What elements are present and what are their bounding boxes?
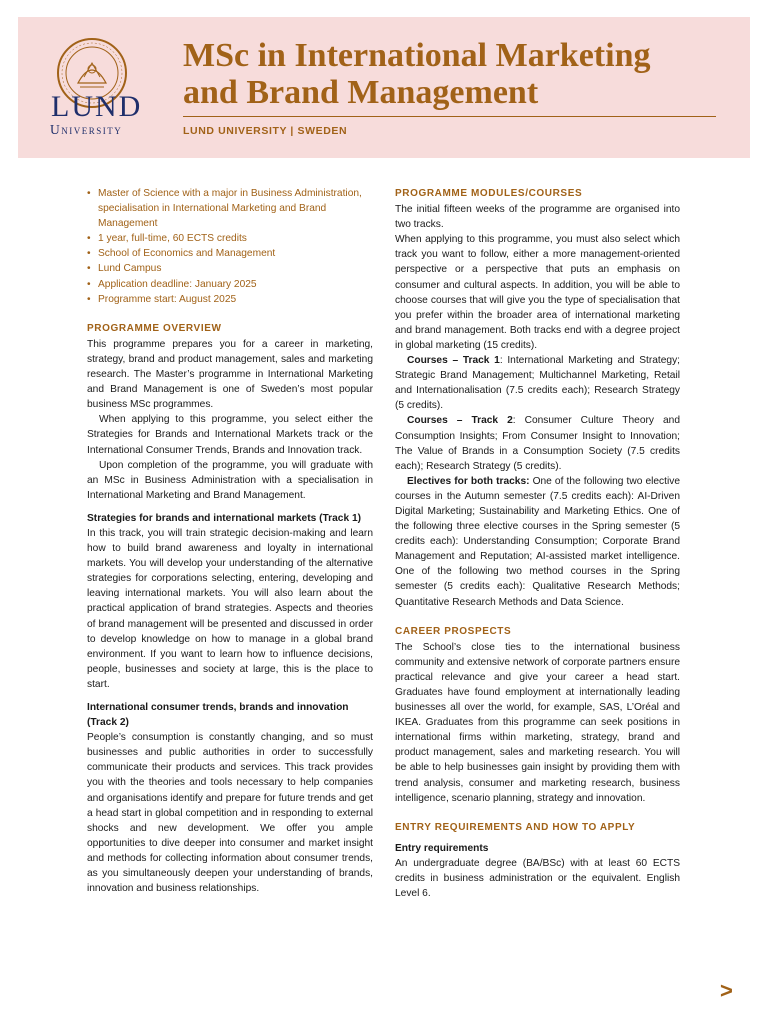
career-heading: CAREER PROSPECTS [395, 625, 512, 637]
track2-text: People’s consumption is constantly changing, and so must businesses and public authorities in order to successfully communicate their products and services. This track provides you with the theories and tools necessary to help companies and organisations identify and prepare for future trends and get a head start in global competition and in responding to external shocks and new development. We offer you ample opportunities to dive deeper into consumer and market insight and methods for collecting information about consumer trends, as you simultaneously deepen your understanding of brands, innovation and business relationships. [87, 732, 373, 895]
page-title [183, 37, 723, 111]
electives-text: One of the following two elective courses in the Autumn semester (7.5 credits each): AI-Driven Digital Marketing; Sustainability and Marketing Ethics. One of the following three elective courses in the Spring semester (5 credits each): Understanding Consumption; Corporate Brand Management and Reputation; AI-assisted market intelligence. One of the following two method courses in the Spring semester (5 credits each): Qualitative Research Methods; Quantitative Research Methods and Data Science. [395, 475, 680, 608]
overview-heading: PROGRAMME OVERVIEW [87, 322, 222, 334]
track2-courses-text: : Consumer Culture Theory and Consumption Insights; From Consumer Insight to Innovation; The Value of Brands in a Consumption Society (7.5 credits each); Research Strategy (5 credits). [395, 415, 680, 472]
logo-wordmark: LUND [51, 90, 143, 123]
track2-courses [395, 413, 680, 473]
title-line-2: and Brand Management [183, 74, 539, 111]
entry-text: An undergraduate degree (BA/BSc) with at least 60 ECTS credits in business administration or the equivalent. English Level 6. [395, 857, 680, 900]
fact-item: • Lund Campus [87, 261, 373, 276]
track1-text: In this track, you will train strategic decision-making and learn how to build brand awareness and loyalty in international markets. You will develop your understanding of the alternative strategies for corporations selecting, entering, developing and leaving international markets. You will also learn about the practical application of brand strategies. Aspects and theories of brand management will be presented and discussed in order to develop knowledge on how to manage in a global brand environment. If you want to learn how to influence decisions, people, businesses and society at large, this is the place to start. [87, 527, 373, 690]
header-band [18, 17, 750, 158]
fact-item: • Master of Science with a major in Business Administration, specialisation in International Marketing and Brand Management [87, 186, 373, 231]
track2-courses-label: Courses – Track 2 [407, 415, 513, 427]
fact-item: • 1 year, full-time, 60 ECTS credits [87, 231, 373, 246]
entry-subheading: Entry requirements [395, 842, 489, 854]
modules-paragraph-2: When applying to this programme, you must also select which track you want to follow, either a more management-oriented perspective or a perspective that puts an emphasis on consumer and cultural aspects. In addition, you will be able to choose courses that will give you the type of specialisation that you prefer within the broader area of international marketing and brand management. Both tracks end with a degree project in global marketing (15 credits). [395, 234, 680, 351]
track1-courses-text: : International Marketing and Strategy; Strategic Brand Management; Multichannel Marketing, Retail and Internationalisation (7.5 credits each); Research Strategy (5 credits). [395, 355, 680, 412]
overview-paragraph-1: This programme prepares you for a career in marketing, strategy, brand and product management, sales and marketing research. The Master’s programme in International Marketing and Brand Management is one of Sweden’s most popular business MSc programmes. [87, 338, 373, 411]
modules-paragraph-1: The initial fifteen weeks of the programme are organised into two tracks. [395, 204, 680, 231]
track1-courses [395, 353, 680, 413]
fact-item: • Programme start: August 2025 [87, 292, 373, 307]
modules-heading: PROGRAMME MODULES/COURSES [395, 188, 583, 199]
fact-item: • Application deadline: January 2025 [87, 277, 373, 292]
left-column [87, 186, 373, 896]
electives [395, 474, 680, 610]
track1-courses-label: Courses – Track 1 [407, 355, 500, 367]
overview-paragraph-3: Upon completion of the programme, you will graduate with an MSc in Business Administration with a specialisation in International Marketing and Brand Management. [87, 459, 373, 501]
logo-subtext: University [50, 122, 123, 137]
entry-heading: ENTRY REQUIREMENTS AND HOW TO APPLY [395, 821, 636, 833]
overview-paragraph-2: When applying to this programme, you select either the Strategies for Brands and International Markets track or the International Consumer Trends, Brands and Innovation track. [87, 414, 373, 456]
track1-heading: Strategies for brands and international markets (Track 1) [87, 512, 362, 524]
subtitle: LUND UNIVERSITY | SWEDEN [183, 125, 348, 137]
right-column [395, 186, 680, 901]
career-text: The School’s close ties to the international business community and extensive network of corporate partners ensure practical relevance and give your career a head start. Graduates have found employment at internationally leading businesses all over the world, for example, SAS, L’Oréal and IKEA. Graduates from this programme can seek positions in international firms within marketing, strategy, brand and product management, sales and marketing research. You will be able to help businesses gain insight by providing them with trend analysis, consumer and marketing research, business intelligence, scenario planning, strategy and innovation. [395, 641, 680, 804]
fact-item: • School of Economics and Management [87, 246, 373, 261]
track2-heading: International consumer trends, brands and innovation (Track 2) [87, 702, 349, 729]
next-page-arrow[interactable]: > [720, 978, 733, 1003]
title-line-1: MSc in International Marketing [183, 37, 651, 74]
title-rule [183, 116, 716, 117]
key-facts-list [87, 186, 373, 307]
electives-label: Electives for both tracks: [407, 475, 530, 487]
